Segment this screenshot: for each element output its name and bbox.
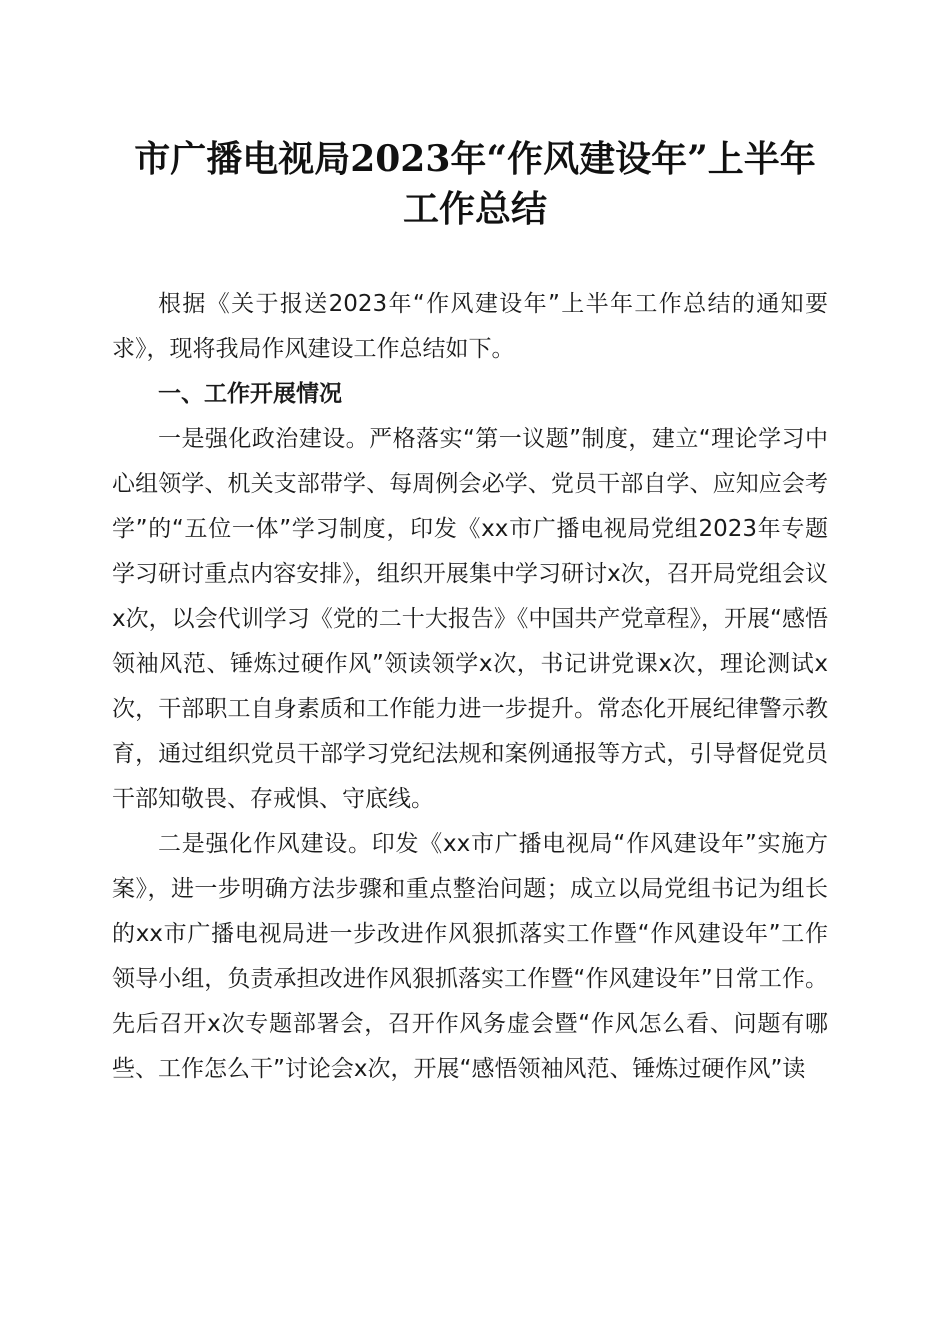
section-heading: 一、工作开展情况 [158,381,342,407]
title-line-2: 工作总结 [402,188,547,230]
paragraph-political-building: 一是强化政治建设。严格落实“第一议题”制度，建立“理论学习中心组领学、机关支部带学、每周例会必学、党员干部自学、应知应会考学”的“五位一体”学习制度，印发《xx市广播电视局党组2023年专题学习研讨重点内容安排》，组织开展集中学习研讨x次，召开局党组会议x次，以会代训学习《党的二十大报告》《中国共产党章程》，开展“感悟领袖风范、锤炼过硬作风”领读领学x次，书记讲党课x次，理论测试x次，干部职工自身素质和工作能力进一步提升。常态化开展纪律警示教育，通过组织党员干部学习党纪法规和案例通报等方式，引导督促党员干部知敬畏、存戒惧、守底线。 [112,426,828,812]
intro-paragraph: 根据《关于报送2023年“作风建设年”上半年工作总结的通知要求》，现将我局作风建设工作总结如下。 [112,291,828,362]
paragraph-style-building: 二是强化作风建设。印发《xx市广播电视局“作风建设年”实施方案》，进一步明确方法步骤和重点整治问题；成立以局党组书记为组长的xx市广播电视局进一步改进作风狠抓落实工作暨“作风建设年”工作领导小组，负责承担改进作风狠抓落实工作暨“作风建设年”日常工作。先后召开x次专题部署会，召开作风务虚会暨“作风怎么看、问题有哪些、工作怎么干”讨论会x次，开展“感悟领袖风范、锤炼过硬作风”读 [112,831,828,1082]
document-title [100,134,850,234]
title-line-1: 市广播电视局2023年“作风建设年”上半年 [134,138,816,180]
document-body [112,282,828,1092]
